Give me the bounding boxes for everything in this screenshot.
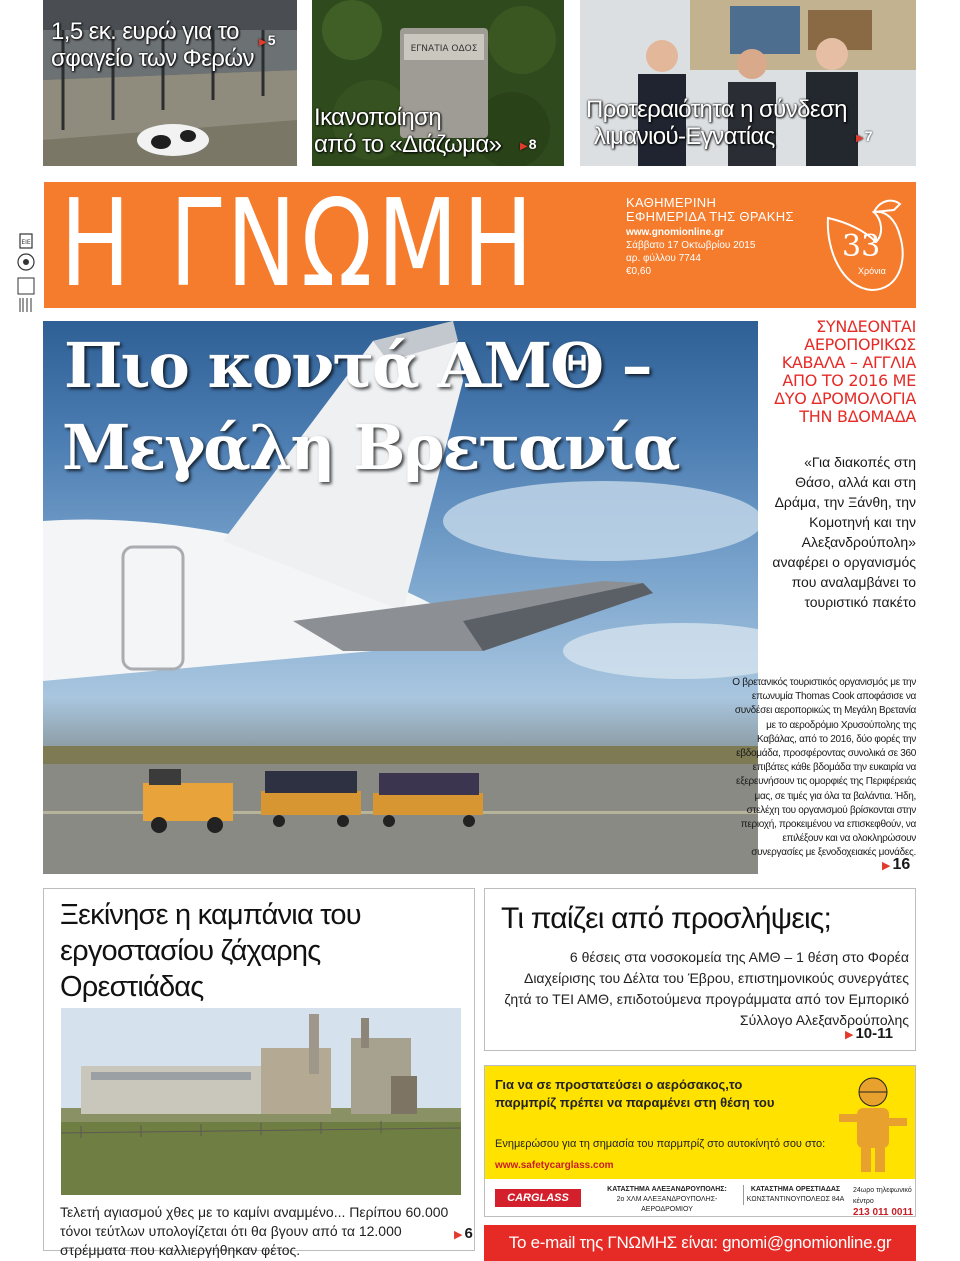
ad-text: Ενημερώσου για τη σημασία του παρμπρίζ στο αυτοκίνητό σου στο: (495, 1138, 826, 1150)
masthead-info (626, 196, 794, 278)
store-title: ΚΑΤΑΣΤΗΜΑ ΟΡΕΣΤΙΑΔΑΣ (750, 1186, 841, 1193)
newspaper-logo[interactable]: Η ΓΝΩΜΗ (60, 175, 538, 314)
barcode-marks (14, 232, 38, 316)
teaser-line: Ικανοποίηση (314, 104, 442, 131)
issue-number: αρ. φύλλου 7744 (626, 253, 701, 264)
ad-banner (485, 1066, 915, 1179)
store-address: 2ο ΧΛΜ ΑΛΕΞΑΝΔΡΟΥΠΟΛΗΣ-ΑΕΡΟΔΡΟΜΙΟΥ (616, 1196, 718, 1213)
teaser-headline (51, 18, 254, 72)
ad-footer (485, 1179, 915, 1216)
ad-headline: Για να σε προστατεύσει ο αερόσακος,το παρμπρίζ πρέπει να παραμένει στη θέση του (495, 1077, 775, 1110)
lead-headline-line: Πιο κοντά ΑΜΘ – (64, 329, 651, 402)
svg-text:ΕΓΝΑΤΙΑ ΟΔΟΣ: ΕΓΝΑΤΙΑ ΟΔΟΣ (410, 44, 478, 54)
tagline: ΕΦΗΜΕΡΙΔΑ ΤΗΣ ΘΡΑΚΗΣ (626, 209, 794, 224)
teaser-port-egnatia[interactable] (580, 0, 916, 166)
store-address: ΚΩΝΣΤΑΝΤΙΝΟΥΠΟΛΕΩΣ 84Α (746, 1196, 845, 1203)
teaser-line: από το «Διάζωμα» (314, 131, 502, 158)
teaser-page-ref: ▶ 8 (520, 136, 537, 152)
website-link[interactable]: www.gnomionline.gr (626, 227, 724, 238)
lead-headline[interactable] (64, 325, 754, 489)
phone-number: 213 011 0011 (853, 1207, 914, 1218)
masthead (44, 175, 916, 314)
lead-side-column (766, 318, 916, 612)
store-title: ΚΑΤΑΣΤΗΜΑ ΑΛΕΞΑΝΔΡΟΥΠΟΛΗΣ: (607, 1186, 727, 1193)
factory-photo (61, 1008, 461, 1195)
story-sugar-factory[interactable] (43, 888, 475, 1258)
lead-body: Ο βρετανικός τουριστικός οργανισμός με την επωνυμία Thomas Cook αποφάσισε να συνδέσει αεροπορικώς τη Μεγάλη Βρετανία με το αεροδρόμιο Χρυσούπολης της Καβάλας, από το 2016, δύο φορές την εβδομάδα, προσφέροντας συνολικά σε 360 επιβάτες κάθε βδομάδα την ευκαιρία να εξερευνήσουν τις ομορφιές της Περιφέρειάς μας, σε τιμές για όλα τα βαλάντια. Ήδη, στελέχη του οργανισμού βρίσκονται στην περιοχή, προκειμένου να επισκεφθούν, να επιλέξουν και να ολοκληρώσουν συνεργασίες με ξενοδοχειακές μονάδες. (732, 677, 916, 859)
ad-store (743, 1185, 847, 1205)
lead-quote: «Για διακοπές στη Θάσο, αλλά και στη Δράμα, την Ξάνθη, την Κομοτηνή και την Αλεξανδρούπολη» αναφέρει ο οργανισμός που αναλαμβάνει το τουριστικό πακέτο (772, 454, 916, 610)
story-caption: Τελετή αγιασμού χθες με το καμίνι αναμμένο... Περίπου 60.000 τόνοι τεύτλων υπολογίζεται ότι θα βγουν από τα 12.000 στρέμματα που καλλιεργήθηκαν φέτος. (60, 1204, 449, 1258)
issue-price: €0,60 (626, 266, 652, 277)
phone-label: 24ωρο τηλεφωνικό κέντρο (853, 1187, 912, 1205)
carglass-logo: CARGLASS (495, 1189, 581, 1207)
teaser-headline (314, 104, 501, 158)
teaser-page-ref: ▶ 7 (856, 128, 873, 144)
tagline: ΚΑΘΗΜΕΡΙΝΗ (626, 195, 717, 210)
teaser-line: σφαγείο των Φερών (51, 45, 254, 72)
story-jobs[interactable] (484, 888, 916, 1051)
teaser-headline (586, 96, 847, 150)
page-number: 10-11 (855, 1025, 894, 1042)
teaser-line: 1,5 εκ. ευρώ για το (51, 18, 239, 45)
lead-kicker: ΣΥΝΔΕΟΝΤΑΙ ΑΕΡΟΠΟΡΙΚΩΣ ΚΑΒΑΛΑ – ΑΓΓΛΙΑ ΑΠΟ ΤΟ 2016 ΜΕ ΔΥΟ ΔΡΟΜΟΛΟΓΙΑ ΤΗΝ ΒΔΟΜΑΔΑ (774, 317, 916, 426)
email-strip[interactable]: Το e-mail της ΓΝΩΜΗΣ είναι: gnomi@gnomionline.gr (484, 1225, 916, 1261)
crash-test-dummy-icon (831, 1074, 911, 1174)
page-number: 16 (892, 856, 911, 873)
story-page-ref[interactable] (845, 1025, 893, 1042)
page-number: 6 (464, 1225, 473, 1242)
anniversary-number: 33 (842, 229, 881, 264)
lead-headline-line: Μεγάλη Βρετανία (62, 411, 679, 484)
teaser-page-ref: ▶ 5 (259, 32, 276, 48)
story-headline: Ξεκίνησε η καμπάνια του εργοστασίου ζάχαρης Ορεστιάδας (60, 899, 361, 1003)
teaser-diazoma[interactable] (312, 0, 564, 166)
story-headline: Τι παίζει από προσλήψεις; (501, 902, 832, 935)
carglass-advertisement[interactable] (484, 1065, 916, 1217)
story-page-ref[interactable] (454, 1225, 473, 1242)
svg-text:ΕΙΕ: ΕΙΕ (21, 239, 31, 246)
story-summary: 6 θέσεις στα νοσοκομεία της ΑΜΘ – 1 θέση στο Φορέα Διαχείρισης του Δέλτα του Έβρου, επιστημονικούς συνεργάτες ζητά το ΤΕΙ ΑΜΘ, επιδοτούμενα προγράμματα από τον Εμπορικό Σύλλογο Αλεξανδρούπολης (504, 949, 909, 1028)
issue-date: Σάββατο 17 Οκτωβρίου 2015 (626, 240, 756, 251)
teaser-slaughterhouse[interactable] (43, 0, 297, 166)
ad-url[interactable]: www.safetycarglass.com (495, 1160, 614, 1171)
anniversary-badge (816, 190, 912, 300)
ad-store (597, 1185, 737, 1215)
anniversary-label: Χρόνια (858, 266, 886, 276)
lead-page-ref[interactable] (882, 856, 910, 874)
teaser-line: λιμανιού-Εγνατίας (594, 123, 775, 150)
ad-phone (853, 1185, 915, 1218)
teaser-line: Προτεραιότητα η σύνδεση (586, 96, 847, 123)
